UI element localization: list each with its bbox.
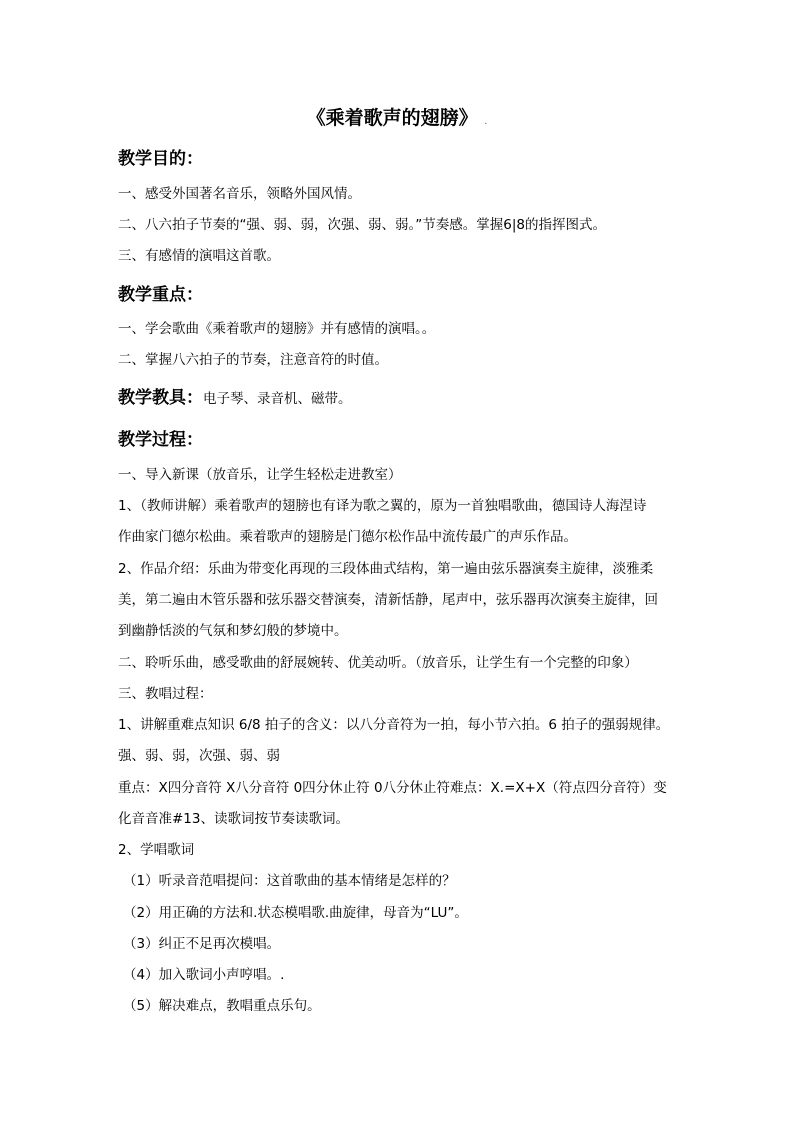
objective-item-3: 三、有感情的演唱这首歌。 (118, 248, 280, 264)
process-line-4: 2、作品介绍：乐曲为带变化再现的三段体曲式结构，第一遍由弦乐器演奏主旋律，淡雅柔 (118, 561, 654, 577)
key-points-heading: 教学重点： (118, 285, 203, 305)
title-mark: . (484, 116, 488, 127)
process-line-3: 作曲家门德尔松曲。乘着歌声的翅膀是门德尔松作品中流传最广的声乐作品。 (118, 529, 577, 545)
process-line-5: 美，第二遍由木管乐器和弦乐器交替演奏，清新恬静，尾声中，弦乐器再次演奏主旋律，回 (118, 592, 658, 608)
process-line-7: 二、聆听乐曲，感受歌曲的舒展婉转、优美动听。（放音乐，让学生有一个完整的印象） (118, 655, 638, 671)
objective-item-2: 二、八六拍子节奏的“强、弱、弱，次强、弱、弱。”节奏感。掌握6|8的指挥图式。 (118, 217, 606, 233)
process-line-10: 强、弱、弱，次强、弱、弱 (118, 748, 280, 764)
process-line-11: 重点：X四分音符 X八分音符 0四分休止符 0八分休止符难点：X.=X+X（符点四分音符）变 (118, 780, 667, 796)
tools-text: 电子琴、录音机、磁带。 (203, 391, 352, 407)
key-point-item-1: 一、学会歌曲《乘着歌声的翅膀》并有感情的演唱。。 (118, 321, 436, 337)
process-line-17: （4）加入歌词小声哼唱。. (123, 967, 285, 983)
process-heading: 教学过程： (118, 430, 203, 450)
process-line-15: （2）用正确的方法和.状态模唱歌.曲旋律，母音为“LU”。 (123, 905, 468, 921)
process-line-14: （1）听录音范唱提问：这首歌曲的基本情绪是怎样的？ (123, 873, 456, 889)
objectives-heading: 教学目的： (118, 149, 203, 169)
process-line-6: 到幽静恬淡的气氛和梦幻般的梦境中。 (118, 623, 348, 639)
process-line-12: 化音音准#13、读歌词按节奏读歌词。 (118, 811, 349, 827)
process-line-16: （3）纠正不足再次模唱。 (123, 936, 281, 952)
tools-heading (118, 385, 352, 412)
objective-item-1: 一、感受外国著名音乐，领略外国风情。 (118, 186, 361, 202)
process-line-2: 1、（教师讲解）乘着歌声的翅膀也有译为歌之翼的，原为一首独唱歌曲，德国诗人海涅诗 (118, 498, 647, 514)
tools-heading-label: 教学教具： (118, 388, 203, 408)
process-line-13: 2、学唱歌词 (118, 842, 195, 858)
title-text: 《乘着歌声的翅膀》 (306, 107, 478, 129)
document-title (0, 104, 794, 136)
process-line-9: 1、讲解重难点知识 6/8 拍子的含义：以八分音符为一拍，每小节六拍。6 拍子的强弱规律。 (118, 717, 670, 733)
key-point-item-2: 二、掌握八六拍子的节奏，注意音符的时值。 (118, 352, 388, 368)
process-line-8: 三、教唱过程： (118, 686, 213, 702)
process-line-1: 一、导入新课（放音乐，让学生轻松走进教室） (118, 467, 402, 483)
process-line-18: （5）解决难点，教唱重点乐句。 (123, 998, 321, 1014)
